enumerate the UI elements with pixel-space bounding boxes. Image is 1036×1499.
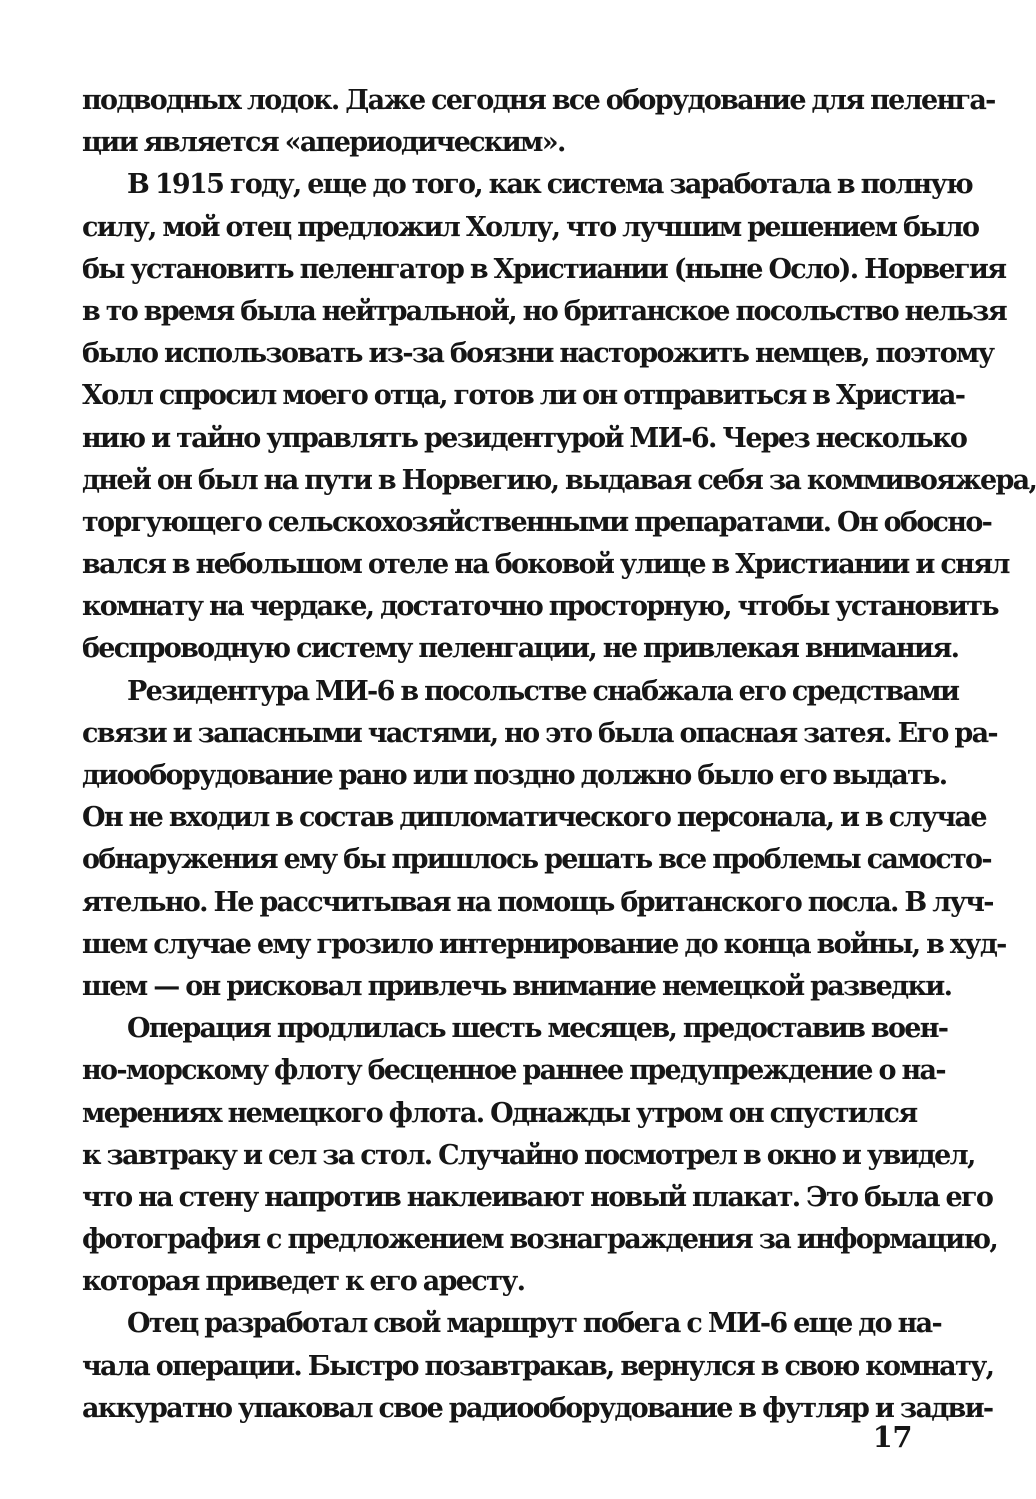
text-line: торгующего сельскохозяйственными препаратами. Он обосно- [82,506,992,538]
text-line: силу, мой отец предложил Холлу, что лучшим решением было [82,211,979,243]
text-line: Операция продлилась шесть месяцев, предоставив воен- [127,1013,948,1045]
text-line: в то время была нейтральной, но британское посольство нельзя [82,295,1006,327]
text-line: которая приведет к его аресту. [82,1266,525,1298]
text-line: обнаружения ему бы пришлось решать все проблемы самосто- [82,844,991,876]
text-line: Резидентура МИ-6 в посольстве снабжала его средствами [127,675,959,707]
text-line: было использовать из-за боязни насторожить немцев, поэтому [82,338,994,370]
text-line: В 1915 году, еще до того, как система заработала в полную [127,169,972,201]
text-line: диооборудование рано или поздно должно было его выдать. [82,760,947,791]
text-line: вался в небольшом отеле на боковой улице в Христиании и снял [82,549,1009,581]
text-line: что на стену напротив наклеивают новый плакат. Это была его [82,1181,993,1213]
text-line: бы установить пеленгатор в Христиании (ныне Осло). Норвегия [82,253,1006,285]
text-line: фотография с предложением вознаграждения за информацию, [82,1224,998,1256]
text-line: аккуратно упаковал свое радиооборудование в футляр и задви- [82,1392,993,1424]
text-line: к завтраку и сел за стол. Случайно посмотрел в окно и увидел, [82,1139,975,1171]
text-line: подводных лодок. Даже сегодня все оборудование для пеленга- [82,85,995,116]
text-line: чала операции. Быстро позавтракав, вернулся в свою комнату, [82,1350,994,1382]
text-line: Холл спросил моего отца, готов ли он отправиться в Христиа- [82,380,965,412]
text-line: связи и запасными частями, но это была опасная затея. Его ра- [82,717,997,749]
text-line: шем — он рисковал привлечь внимание немецкой разведки. [82,970,952,1002]
text-line: нию и тайно управлять резидентурой МИ-6. Через несколько [82,422,967,454]
text-line: но-морскому флоту бесценное раннее предупреждение о на- [82,1055,945,1087]
text-line: беспроводную систему пеленгации, не привлекая внимания. [82,633,959,665]
text-line: шем случае ему грозило интернирование до конца войны, в худ- [82,928,1006,960]
text-line: ции является «апериодическим». [82,127,565,159]
text-line: ятельно. Не рассчитывая на помощь британского посла. В луч- [82,886,993,918]
text-line: Отец разработал свой маршрут побега с МИ-6 еще до на- [127,1308,941,1340]
text-line: мерениях немецкого флота. Однажды утром он спустился [82,1097,917,1129]
text-line: комнату на чердаке, достаточно просторную, чтобы установить [82,591,998,623]
text-line: Он не входил в состав дипломатического персонала, и в случае [82,802,986,834]
page-number: 17 [872,1420,912,1454]
text-line: дней он был на пути в Норвегию, выдавая себя за коммивояжера, [82,464,1036,496]
body-text [82,80,1036,1430]
